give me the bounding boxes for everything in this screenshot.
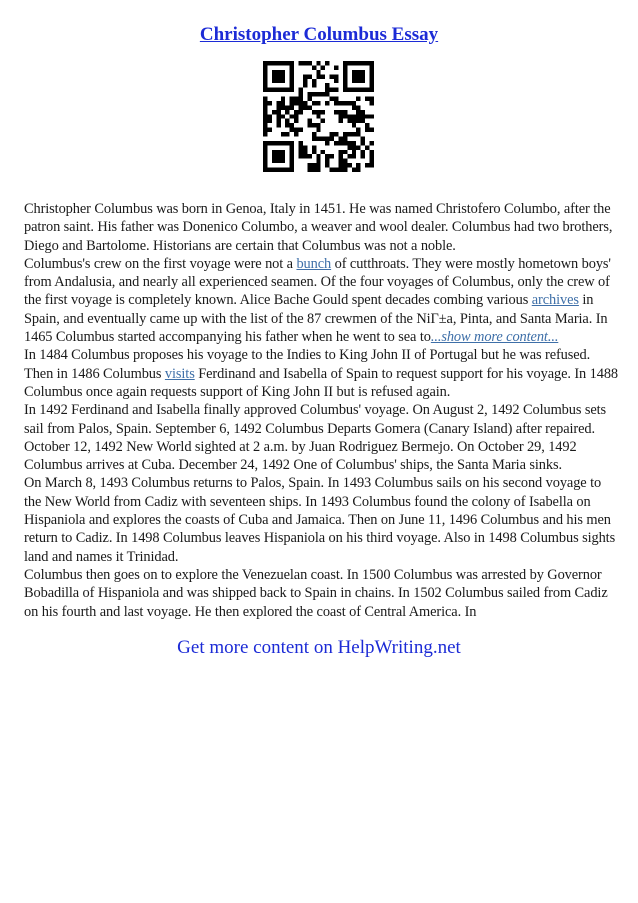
paragraph-crew-text-1: Columbus's crew on the first voyage were not a	[24, 255, 297, 272]
paragraph-birth: Christopher Columbus was born in Genoa, Italy in 1451. He was named Christofero Columbo, after the patron saint. His father was Donenico Columbo, a weaver and wool dealer. Columbus had two brothers, Diego and Bartolome. Historians are certain that Columbus was not a noble.	[24, 201, 613, 254]
archives-link[interactable]: archives	[531, 292, 579, 309]
show-more-link[interactable]: ...show more content...	[430, 329, 559, 346]
paragraph-first-voyage: In 1492 Ferdinand and Isabella finally approved Columbus' voyage. On August 2, 1492 Columbus sets sail from Palos, Spain. September 6, 1492 Columbus Departs Gomera (Canary Island) after repaired. October 12, 1492 New World sighted at 2 a.m. by Juan Rodriguez Bermejo. On October 29, 1492 Columbus arrives at Cuba. December 24, 1492 One of Columbus' ships, the Santa Maria sinks.	[24, 402, 607, 474]
paragraph-crew-text-2: of cutthroats. They were mostly hometown boys' from Andalusia, and nearly all experienced seamen. Of the four voyages of Columbus, only the crew of the first voyage is completely known. Alice Bache Gould spent decades combing various	[24, 255, 611, 309]
paragraph-proposal	[24, 346, 620, 401]
get-more-content-link[interactable]: Get more content on HelpWriting.net	[177, 637, 461, 658]
paragraph-later-voyages: Columbus then goes on to explore the Venezuelan coast. In 1500 Columbus was arrested by Governor Bobadilla of Hispaniola and was shipped back to Spain in chains. In 1502 Columbus sailed from Cadiz on his fourth and last voyage. He then explored the coast of Central America. In	[24, 566, 608, 620]
paragraph-second-voyage: On March 8, 1493 Columbus returns to Palos, Spain. In 1493 Columbus sails on his second voyage to the New World from Cadiz with seventeen ships. In 1493 Columbus found the colony of Isabella on Hispaniola and explores the coasts of Cuba and Jamaica. Then on June 11, 1496 Columbus and his men return to Cadiz. In 1498 Columbus leaves Hispaniola on his third voyage. Also in 1498 Columbus sights land and names it Trinidad.	[24, 475, 616, 565]
bunch-link[interactable]: bunch	[296, 255, 332, 272]
essay-title[interactable]: Christopher Columbus Essay	[199, 24, 439, 45]
paragraph-proposal-text-1: In 1484 Columbus proposes his voyage to the Indies to King John II of Portugal but he was refused. Then in 1486 Columbus	[24, 347, 591, 382]
paragraph-proposal-text-2: Ferdinand and Isabella of Spain to request support for his voyage. In 1488 Columbus once again requests support of King John II but is refused again.	[24, 365, 619, 400]
paragraph-crew	[24, 255, 620, 346]
paragraph-crew-text-3: in Spain, and eventually came up with the list of the 87 crewmen of the NiΓ±a, Pinta, and Santa Maria. In 1465 Columbus started accompanying his father when he went to sea to	[24, 292, 608, 346]
visits-link[interactable]: visits	[164, 365, 195, 382]
qr-code-icon	[263, 61, 374, 172]
essay-body	[24, 200, 620, 621]
